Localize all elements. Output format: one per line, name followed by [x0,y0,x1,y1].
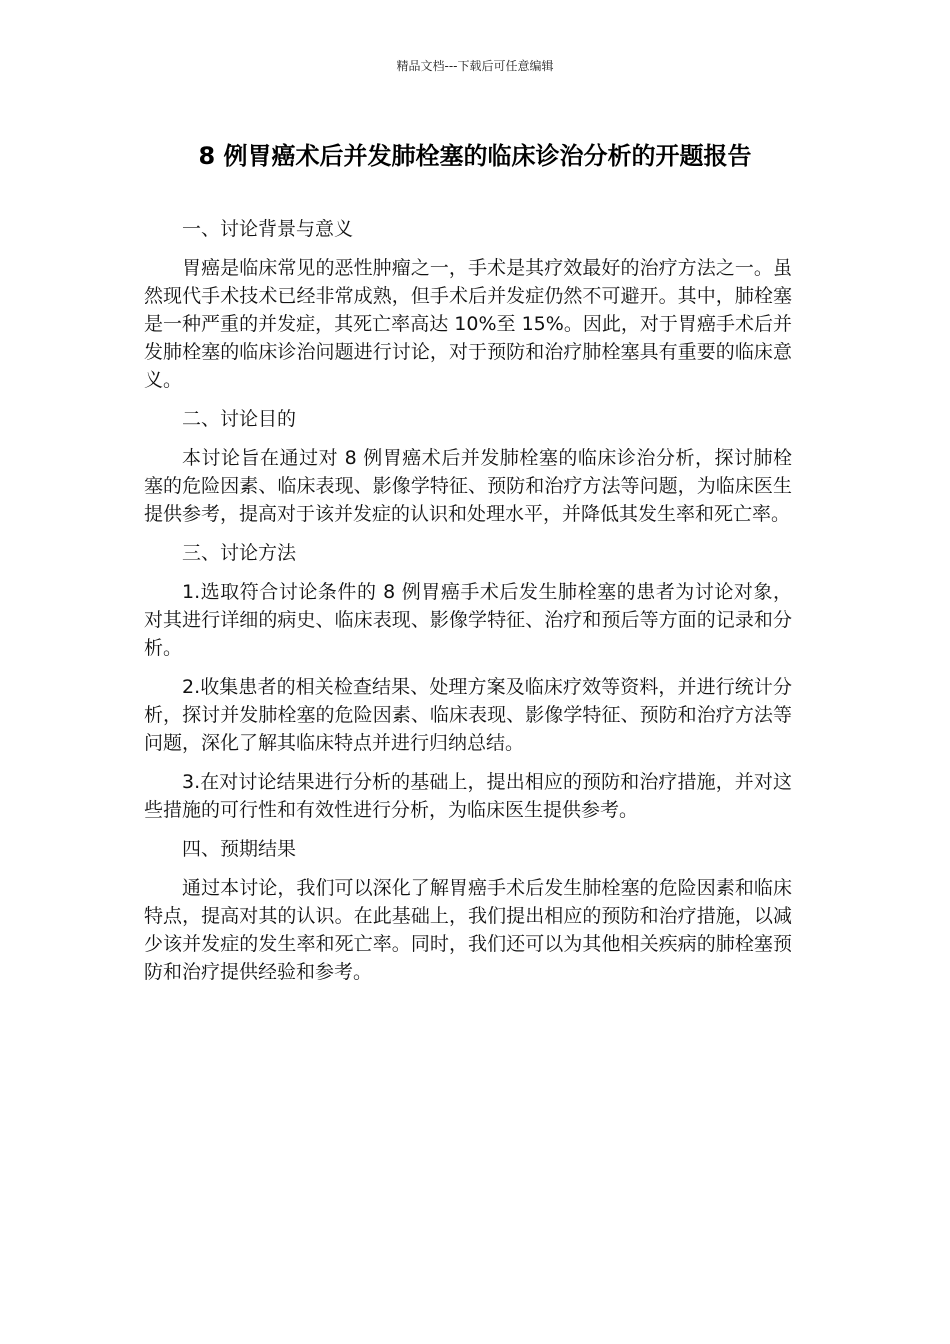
section-heading: 一、讨论背景与意义 [182,218,354,240]
section-paragraph: 通过本讨论，我们可以深化了解胃癌手术后发生肺栓塞的危险因素和临床特点，提高对其的认识。在此基础上，我们提出相应的预防和治疗措施，以减少该并发症的发生率和死亡率。同时，我们还可以为其他相关疾病的肺栓塞预防和治疗提供经验和参考。 [144,877,792,983]
section-heading: 三、讨论方法 [182,542,297,564]
section-paragraph: 3.在对讨论结果进行分析的基础上，提出相应的预防和治疗措施，并对这些措施的可行性和有效性进行分析，为临床医生提供参考。 [144,771,792,821]
section-heading: 四、预期结果 [182,838,297,860]
section-methods [144,539,792,824]
page-header: 精品文档---下载后可任意编辑 [396,59,554,73]
document-title: 8 例胃癌术后并发肺栓塞的临床诊治分析的开题报告 [198,142,752,170]
section-paragraph: 1.选取符合讨论条件的 8 例胃癌手术后发生肺栓塞的患者为讨论对象，对其进行详细的病史、临床表现、影像学特征、治疗和预后等方面的记录和分析。 [144,581,792,659]
section-paragraph: 胃癌是临床常见的恶性肿瘤之一，手术是其疗效最好的治疗方法之一。虽然现代手术技术已经非常成熟，但手术后并发症仍然不可避开。其中，肺栓塞是一种严重的并发症，其死亡率高达 10%至 15%。因此，对于胃癌手术后并发肺栓塞的临床诊治问题进行讨论，对于预防和治疗肺栓塞具有重要的临床意义。 [144,257,792,391]
section-paragraph: 本讨论旨在通过对 8 例胃癌术后并发肺栓塞的临床诊治分析，探讨肺栓塞的危险因素、临床表现、影像学特征、预防和治疗方法等问题，为临床医生提供参考，提高对于该并发症的认识和处理水平，并降低其发生率和死亡率。 [144,447,792,525]
section-expected-results [144,835,792,986]
document-body [144,215,792,997]
section-purpose [144,405,792,528]
section-heading: 二、讨论目的 [182,408,297,430]
section-paragraph: 2.收集患者的相关检查结果、处理方案及临床疗效等资料，并进行统计分析，探讨并发肺栓塞的危险因素、临床表现、影像学特征、预防和治疗方法等问题，深化了解其临床特点并进行归纳总结。 [144,676,792,754]
section-background [144,215,792,394]
